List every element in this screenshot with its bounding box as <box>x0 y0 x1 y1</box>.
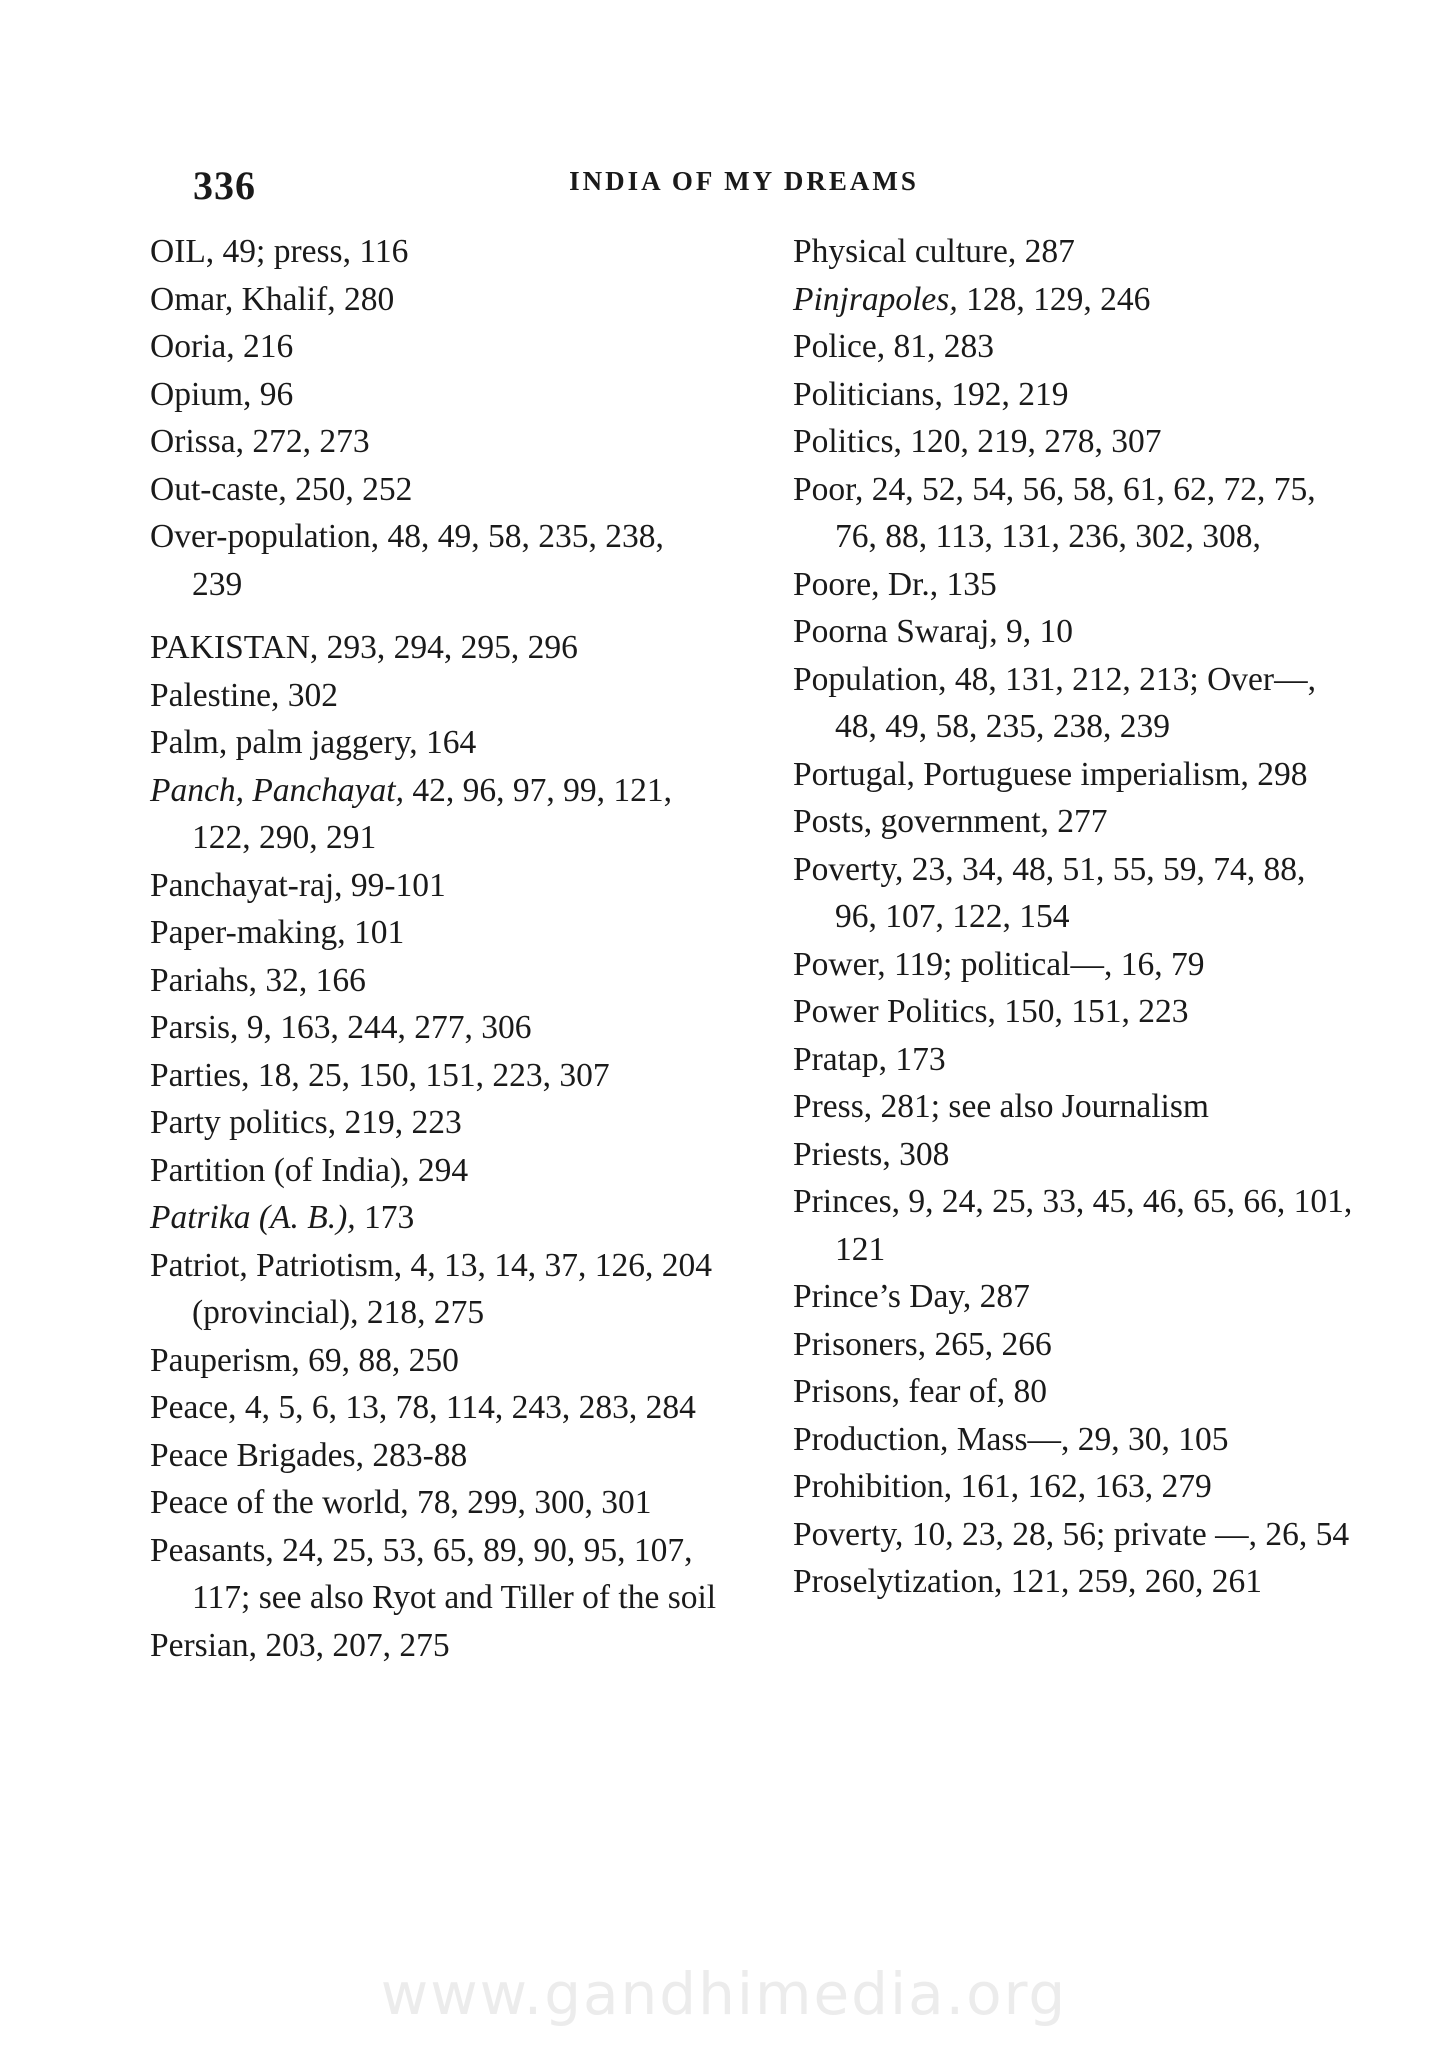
index-entry <box>150 1527 720 1622</box>
index-entry-text: Pratap, 173 <box>793 1040 946 1078</box>
index-entry <box>793 1178 1353 1273</box>
index-entry-text: Prohibition, 161, 162, 163, 279 <box>793 1468 1212 1505</box>
index-entry <box>150 1622 720 1670</box>
index-entry <box>150 323 720 371</box>
index-entry-text: Prisons, fear of, 80 <box>793 1373 1047 1410</box>
index-entry-text: Orissa, 272, 273 <box>150 423 370 460</box>
index-entry <box>150 624 720 672</box>
index-entry <box>150 719 720 767</box>
index-entry <box>150 228 720 276</box>
index-entry <box>150 672 720 720</box>
index-entry-text: 173 <box>355 1199 415 1236</box>
index-entry-text: Out-caste, 250, 252 <box>150 470 413 508</box>
index-entry-text: Peasants, 24, 25, 53, 65, 89, 90, 95, 107, 117; see also Ryot and Tiller of the soil <box>150 1531 717 1616</box>
index-entry-text: Poverty, 23, 34, 48, 51, 55, 59, 74, 88, 96, 107, 122, 154 <box>793 850 1306 935</box>
index-entry-text: 42, 96, 97, 99, 121, 122, 290, 291 <box>192 771 672 856</box>
index-entry-text: Peace, 4, 5, 6, 13, 78, 114, 243, 283, 284 <box>150 1389 696 1426</box>
index-entry <box>793 466 1353 561</box>
index-entry <box>150 1479 720 1527</box>
index-entry <box>150 466 720 514</box>
index-entry <box>793 656 1353 751</box>
running-head-text: INDIA OF MY DREAMS <box>569 166 919 196</box>
index-entry-text: Priests, 308 <box>793 1135 950 1173</box>
index-entry <box>793 1558 1353 1606</box>
index-entry <box>150 1242 720 1337</box>
index-entry <box>793 1083 1353 1131</box>
index-entry <box>793 1511 1353 1559</box>
index-entry-text: Press, 281; see also Journalism <box>793 1088 1209 1125</box>
index-entry-text: Paper-making, 101 <box>150 914 405 951</box>
index-entry-text: Peace of the world, 78, 299, 300, 301 <box>150 1484 652 1521</box>
index-entry-text: Poor, 24, 52, 54, 56, 58, 61, 62, 72, 75, 76, 88, 113, 131, 236, 302, 308, <box>793 470 1316 555</box>
index-entry <box>793 1463 1353 1511</box>
index-entry-text: Production, Mass—, 29, 30, 105 <box>793 1420 1229 1458</box>
index-entry <box>793 988 1353 1036</box>
index-entry <box>793 1036 1353 1084</box>
index-entry-text: Politics, 120, 219, 278, 307 <box>793 423 1162 460</box>
index-entry-text: Over-population, 48, 49, 58, 235, 238, 239 <box>150 518 664 603</box>
index-entry-text: Prisoners, 265, 266 <box>793 1325 1052 1363</box>
index-entry <box>150 1004 720 1052</box>
index-entry-text: Party politics, 219, 223 <box>150 1104 462 1141</box>
index-entry <box>793 1368 1353 1416</box>
index-entry <box>150 418 720 466</box>
index-entry <box>150 767 720 862</box>
index-entry <box>793 798 1353 846</box>
index-entry-text: Palm, palm jaggery, 164 <box>150 724 477 761</box>
index-entry-text: Ooria, 216 <box>150 328 294 365</box>
index-entry-text: Prince’s Day, 287 <box>793 1278 1030 1315</box>
index-entry-text: Portugal, Portuguese imperialism, 298 <box>793 755 1308 793</box>
index-entry-text: Police, 81, 283 <box>793 328 994 365</box>
index-entry <box>793 751 1353 799</box>
index-entry <box>150 1194 720 1242</box>
index-entry-text: Poorna Swaraj, 9, 10 <box>793 613 1074 650</box>
index-entry <box>150 1432 720 1480</box>
index-entry-text: Opium, 96 <box>150 375 294 413</box>
index-entry-text: Panchayat-raj, 99-101 <box>150 866 446 904</box>
index-entry-head: Pinjrapoles, <box>793 280 958 318</box>
index-entry <box>793 228 1353 276</box>
index-entry-text: Palestine, 302 <box>150 676 338 714</box>
index-column-left <box>150 228 720 1669</box>
index-entry <box>793 1131 1353 1179</box>
index-entry <box>793 418 1353 466</box>
index-entry-text: Peace Brigades, 283-88 <box>150 1436 468 1474</box>
index-entry <box>793 323 1353 371</box>
index-entry-text: Pauperism, 69, 88, 250 <box>150 1341 459 1379</box>
index-entry-text: Pariahs, 32, 166 <box>150 961 366 999</box>
index-entry <box>150 909 720 957</box>
index-entry-text: Princes, 9, 24, 25, 33, 45, 46, 65, 66, 101, 121 <box>793 1183 1353 1268</box>
index-entry-text: Population, 48, 131, 212, 213; Over—, 48, 49, 58, 235, 238, 239 <box>793 660 1316 745</box>
index-entry <box>793 608 1353 656</box>
index-entry <box>150 513 720 608</box>
index-entry-text: OIL, 49; press, 116 <box>150 233 409 270</box>
index-entry <box>150 1384 720 1432</box>
index-entry <box>793 276 1353 324</box>
running-head <box>0 166 1448 197</box>
index-entry-text: Parsis, 9, 163, 244, 277, 306 <box>150 1009 532 1046</box>
index-entry-text: Poverty, 10, 23, 28, 56; private —, 26, 54 <box>793 1515 1350 1553</box>
index-entry-head: Patrika (A. B.), <box>150 1199 356 1236</box>
index-entry-text: PAKISTAN, 293, 294, 295, 296 <box>150 629 578 666</box>
index-entry <box>793 941 1353 989</box>
index-entry <box>150 1337 720 1385</box>
index-entry-text: Power, 119; political—, 16, 79 <box>793 945 1205 983</box>
index-entry-text: Persian, 203, 207, 275 <box>150 1626 450 1664</box>
page-number: 336 <box>193 163 256 208</box>
index-entry <box>150 1099 720 1147</box>
index-column-right <box>793 228 1353 1606</box>
index-entry-text: Partition (of India), 294 <box>150 1151 469 1189</box>
index-entry-text: Parties, 18, 25, 150, 151, 223, 307 <box>150 1056 610 1094</box>
index-entry <box>793 371 1353 419</box>
index-entry <box>150 957 720 1005</box>
index-entry-text: 128, 129, 246 <box>957 280 1151 318</box>
index-entry-text: Politicians, 192, 219 <box>793 375 1069 413</box>
watermark: www.gandhimedia.org <box>380 1960 1068 2028</box>
index-entry-text: Power Politics, 150, 151, 223 <box>793 993 1189 1030</box>
index-entry <box>150 1147 720 1195</box>
index-entry <box>150 276 720 324</box>
index-entry <box>793 561 1353 609</box>
index-entry <box>793 846 1353 941</box>
index-entry-text: Physical culture, 287 <box>793 233 1075 270</box>
index-entry <box>793 1416 1353 1464</box>
index-entry <box>150 371 720 419</box>
index-entry <box>150 862 720 910</box>
index-entry-head: Panch, Panchayat, <box>150 771 404 809</box>
index-entry-text: Posts, government, 277 <box>793 803 1108 840</box>
index-entry <box>150 1052 720 1100</box>
index-entry <box>793 1321 1353 1369</box>
index-entry-text: Poore, Dr., 135 <box>793 565 997 603</box>
index-entry-text: Patriot, Patriotism, 4, 13, 14, 37, 126, 204 (provincial), 218, 275 <box>150 1246 713 1331</box>
index-entry <box>793 1273 1353 1321</box>
index-entry-text: Omar, Khalif, 280 <box>150 280 395 318</box>
index-entry-text: Proselytization, 121, 259, 260, 261 <box>793 1563 1262 1600</box>
